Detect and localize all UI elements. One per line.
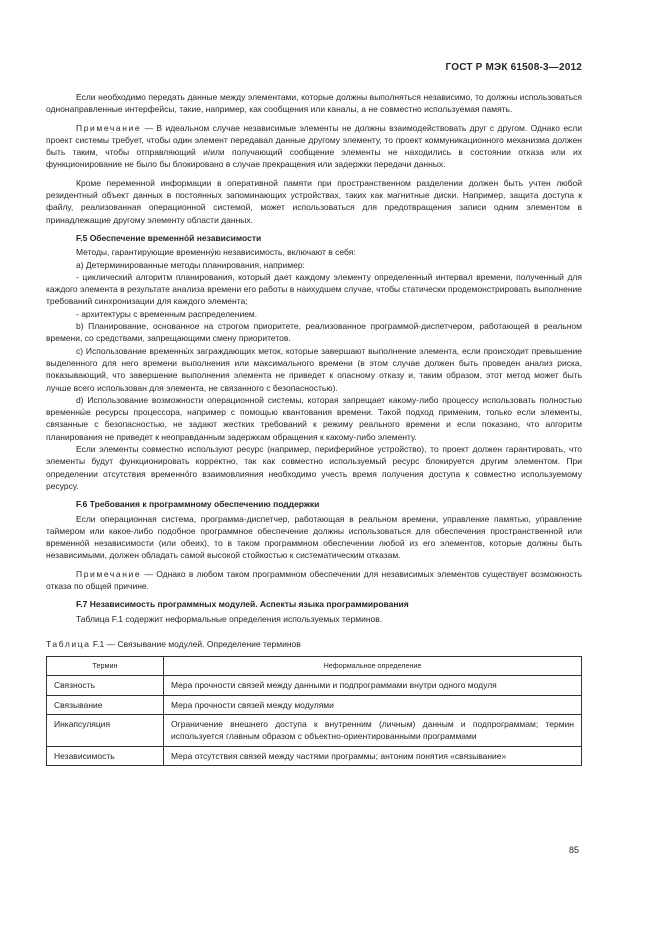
table-row: [47, 676, 582, 695]
f5-item-b: b) Планирование, основанное на строгом приоритете, реализованное программой-диспетчером, работающей в реальном времени, со средствами, запрещающими смену приоритетов.: [46, 321, 582, 344]
note-1: [46, 122, 582, 171]
note-1-text: — В идеальном случае независимые элементы не должны взаимодействовать друг с другом. Однако если проект системы требует, чтобы один элемент передавал данные другому элементу, то проект коммуникационного механизма должен быть таким, чтобы отправляющий и/или получающий сообщение элементы не находились в состоянии отказа или их функционирование не было бы блокировано в случае прекращения или задержки передачи данных.: [46, 122, 582, 170]
paragraph-spatial-separation: Кроме переменной информации в оперативной памяти при пространственном разделении должен быть учтен любой резидентный объект данных в постоянных запоминающих устройствах, таких как магнитные диски. Например, защита доступа к файлу, реализованная операционной системой, может использоваться для предотвращения записи одним элементом в принадлежащие другому элементу области данных.: [46, 177, 582, 225]
page-number: 85: [568, 845, 579, 855]
f5-intro: Методы, гарантирующие временну́ю независимость, включают в себя:: [76, 247, 356, 258]
table-row: [47, 695, 582, 714]
term-cell: Инкапсуляция: [47, 715, 164, 747]
definition-cell: Мера отсутствия связей между частями программы; антоним понятия «связывание»: [164, 746, 582, 765]
f5-item-c: c) Использование временны́х заграждающих меток, которые завершают выполнение элемента, если происходит превышение выделенного для него времени выполнения или максимального времени (в этом случае должен быть проведен анализ риска, показывающий, что завершение выполнения элемента не приведет к опасному отказу и, таким образом, этот метод может быть лучше всего использован для элемента, не связанного с безопасностью).: [46, 345, 582, 393]
table-row: [47, 715, 582, 747]
f7-paragraph: Таблица F.1 содержит неформальные определения используемых терминов.: [76, 613, 383, 624]
section-heading-f5: F.5 Обеспечение временно́й независимости: [76, 232, 262, 243]
table-row: [47, 746, 582, 765]
f5-item-a: a) Детерминированные методы планирования, например:: [76, 259, 305, 270]
header-definition: Неформальное определение: [164, 657, 582, 676]
term-cell: Связность: [47, 676, 164, 695]
paragraph-data-transfer: Если необходимо передать данные между элементами, которые должны выполняться независимо, то должны использоваться однонаправленные интерфейсы, такие, например, как сообщения или каналы, а не совместно используемая память.: [46, 92, 582, 115]
table-header-row: [47, 657, 582, 676]
standard-header: ГОСТ Р МЭК 61508-3—2012: [445, 62, 582, 73]
section-heading-f7: F.7 Независимость программных модулей. Аспекты языка программирования: [76, 599, 409, 610]
term-cell: Связывание: [47, 695, 164, 714]
definition-cell: Мера прочности связей между данными и подпрограммами внутри одного модуля: [164, 676, 582, 695]
definition-cell: Ограничение внешнего доступа к внутренним (личным) данным и подпрограммам; термин используется главным образом с объектно-ориентированными программами: [164, 715, 582, 747]
term-cell: Независимость: [47, 746, 164, 765]
f6-paragraph: Если операционная система, программа-диспетчер, работающая в реальном времени, управление памятью, управление таймером или какое-либо подобное программное обеспечение должны использоваться для обеспечения пространственной или временно́й независимости (или обеих), то в таком программном обеспечении любой из его элементов, которые должны быть независимыми, должен обладать самой высокой стойкостью к систематическим отказам.: [46, 513, 582, 561]
section-heading-f6: F.6 Требования к программному обеспечению поддержки: [76, 499, 320, 510]
f5-shared-resource: Если элементы совместно используют ресурс (например, периферийное устройство), то проект должен гарантировать, что элементы будут функционировать корректно, так как совместно используемый ресурс блокируется другим элементом. При определении отсутствия временно́го взаимовлияния необходимо учесть время получения доступа к совместно используемому ресурсу.: [46, 444, 582, 491]
f5-item-d: d) Использование возможности операционной системы, которая запрещает какому-либо процессу использовать полностью временны́е ресурсы процессора, например с помощью квантования времени. Такой подход применим, только если элементы, связанные с безопасностью, не задают жестких требований к режиму реального времени и если показано, что алгоритм планирования не приведет к неоправданным задержкам обращения к какому-либо элементу.: [46, 394, 582, 442]
note-1-label: Примечание: [76, 122, 142, 133]
terms-table: [46, 656, 582, 766]
note-2: [46, 568, 582, 593]
definition-cell: Мера прочности связей между модулями: [164, 695, 582, 714]
document-body: [46, 91, 582, 766]
note-2-text: — Однако в любом таком программном обеспечении для независимых элементов существует возможность отказа по общей причине.: [46, 568, 582, 591]
table-caption-label: Таблица: [46, 638, 91, 649]
table-caption: [46, 638, 582, 650]
note-2-label: Примечание: [76, 568, 142, 579]
f5-item-a-sub1: - циклический алгоритм планирования, который дает каждому элементу определенный интервал времени, полученный для каждого элемента в результате анализа времени его работы в наихудшем случае, чтобы статически продемонстрировать выполнение требований синхронизации для каждого элемента;: [46, 271, 582, 307]
table-caption-text: F.1 — Связывание модулей. Определение терминов: [90, 638, 301, 649]
f5-item-a-sub2: - архитектуры с временным распределением.: [76, 308, 258, 319]
header-term: Термин: [47, 657, 164, 676]
